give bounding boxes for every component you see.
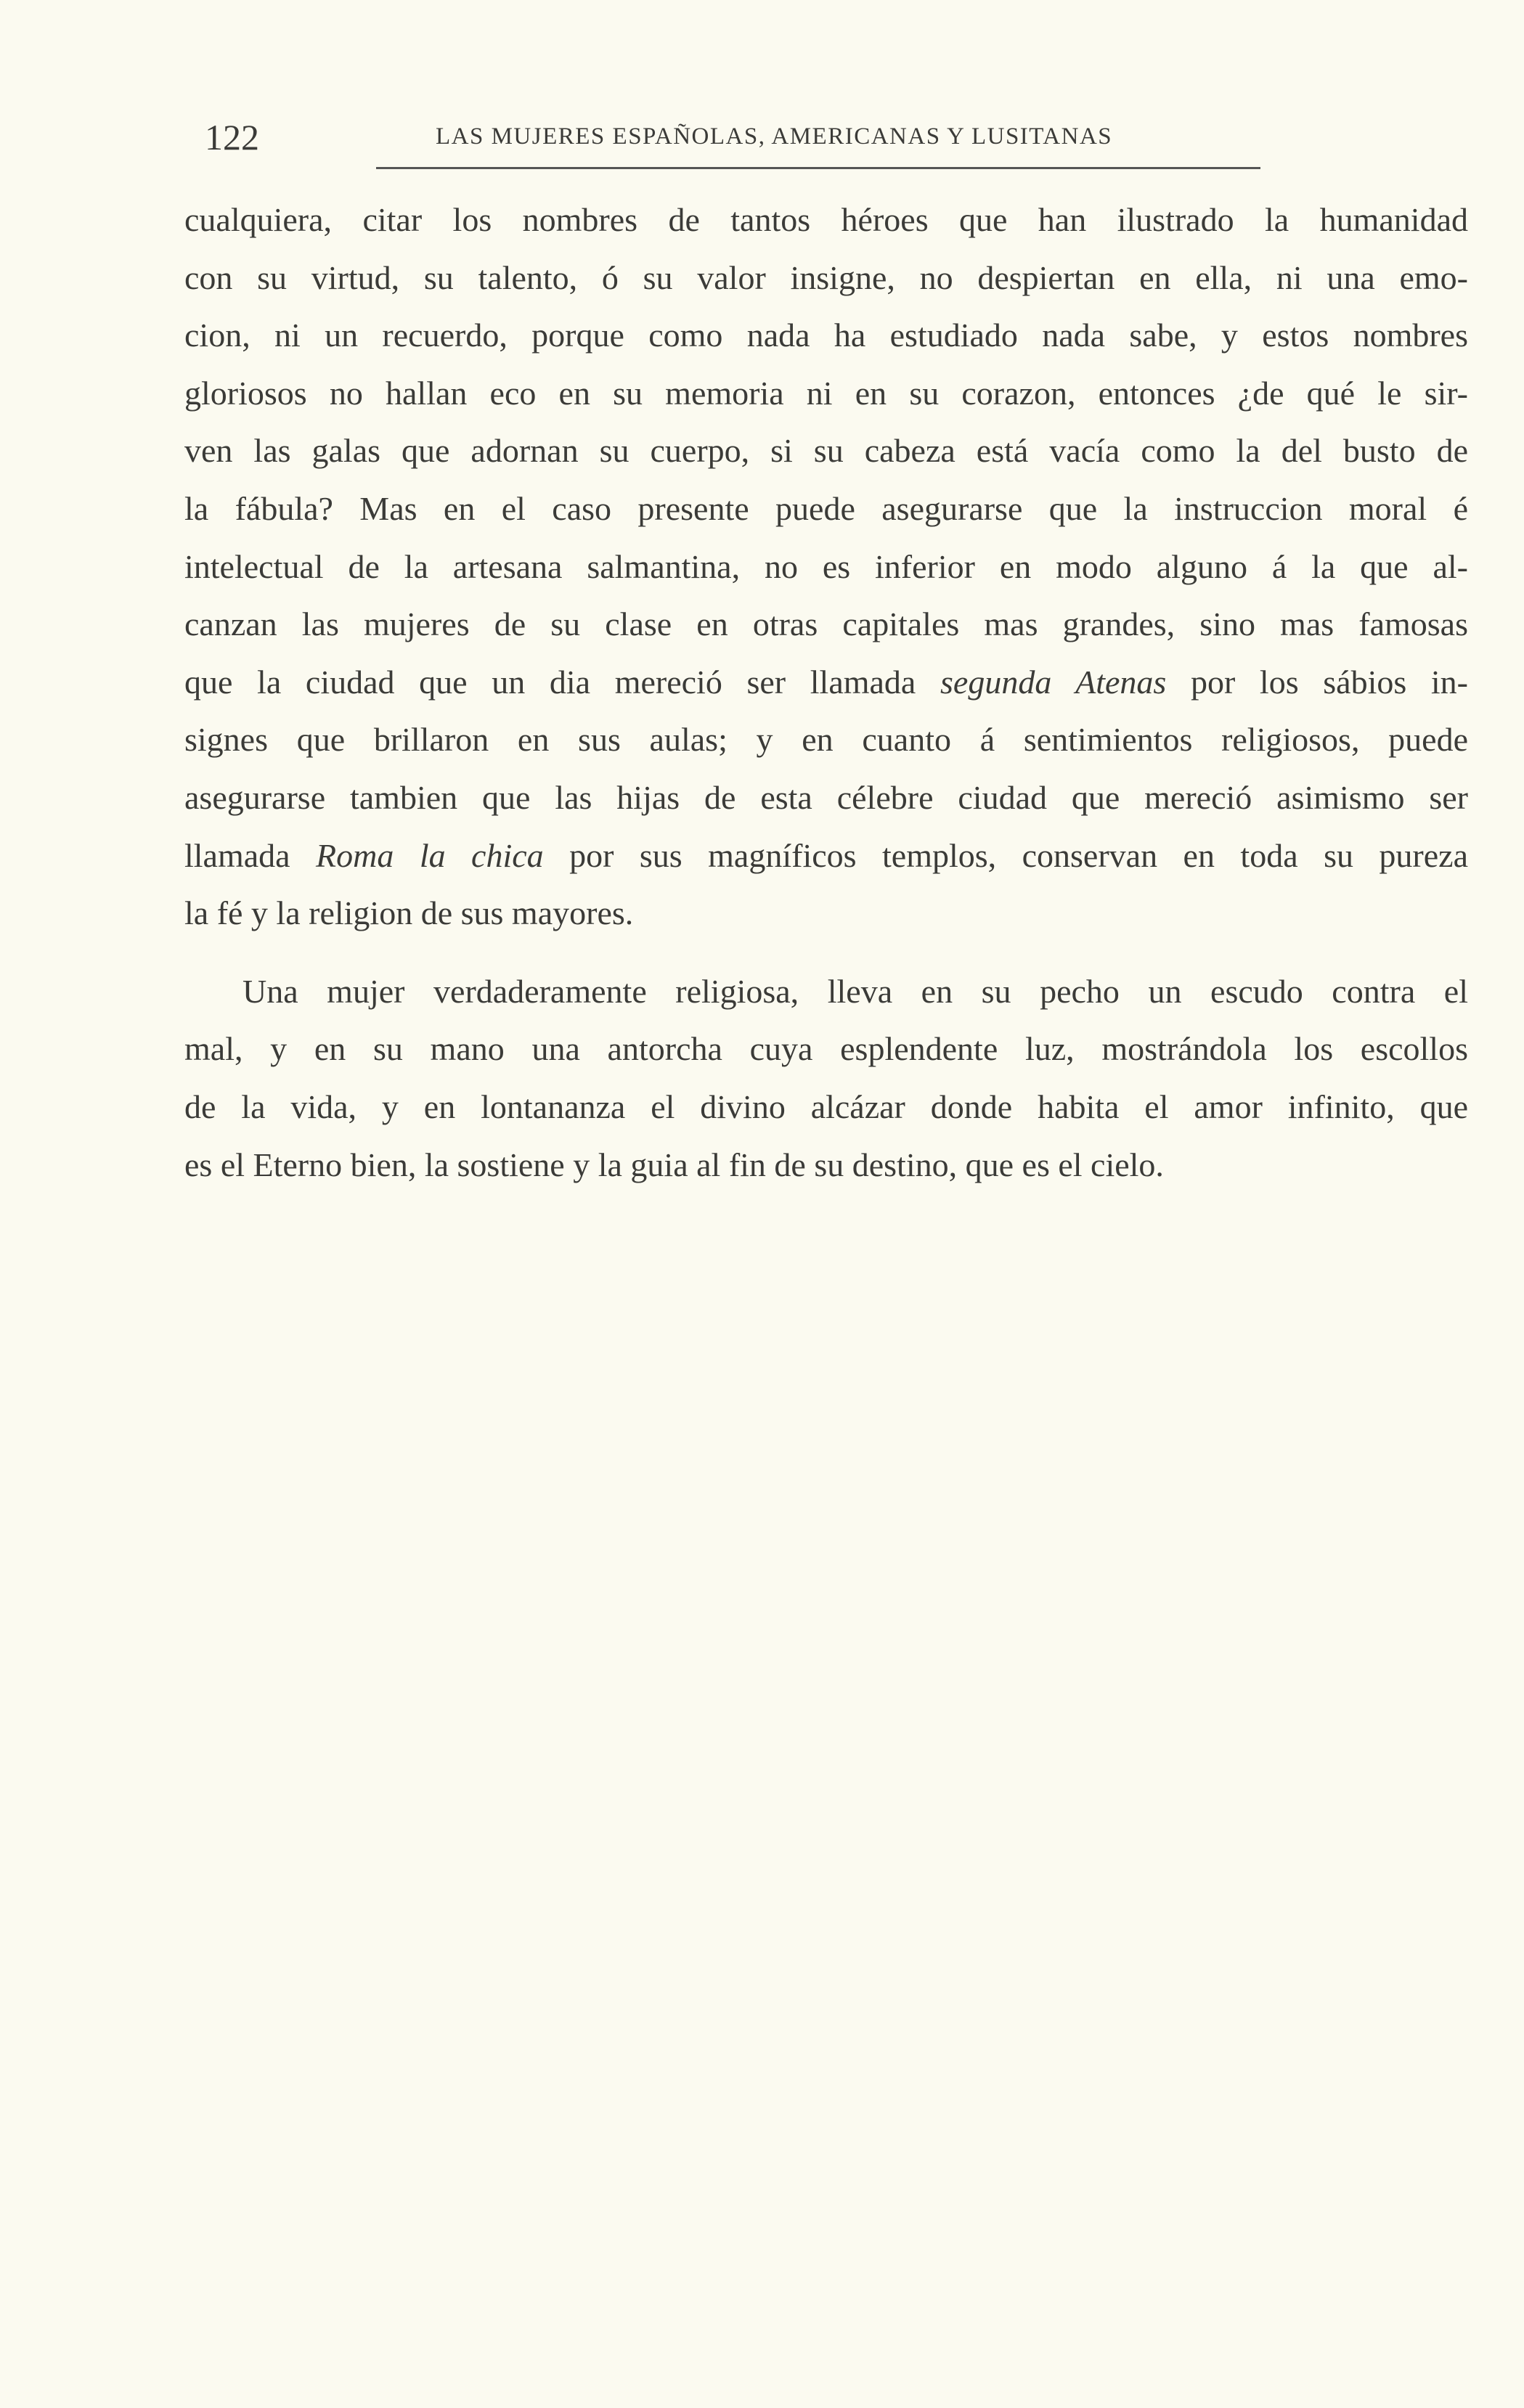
text-segment: de la vida, y en lontananza el divino alcázar donde habita el amor infinito, que (184, 1088, 1468, 1125)
text-line (184, 545, 1468, 589)
text-line (184, 314, 1468, 357)
text-line (184, 1027, 1468, 1071)
text-segment: la fábula? Mas en el caso presente puede asegurarse que la instruccion moral é (184, 490, 1468, 527)
text-segment: la fé y la religion de sus mayores. (184, 894, 634, 932)
text-segment: ven las galas que adornan su cuerpo, si su cabeza está vacía como la del busto de (184, 432, 1468, 470)
text-line (184, 661, 1468, 704)
text-segment: asegurarse tambien que las hijas de esta célebre ciudad que mereció asimismo ser (184, 779, 1468, 816)
header-rule (376, 167, 1260, 169)
text-segment: Una mujer verdaderamente religiosa, lleva en su pecho un escudo contra el (243, 972, 1468, 1010)
text-segment: signes que brillaron en sus aulas; y en cuanto á sentimientos religiosos, puede (184, 721, 1468, 759)
text-segment: por sus magníficos templos, conservan en toda su pureza (543, 836, 1468, 874)
text-segment: mal, y en su mano una antorcha cuya esplendente luz, mostrándola los escollos (184, 1030, 1468, 1068)
text-segment: llamada (184, 836, 317, 874)
text-segment: es el Eterno bien, la sostiene y la guia al fin de su destino, que es el cielo. (184, 1146, 1164, 1183)
text-line (184, 1085, 1468, 1129)
text-line (184, 487, 1468, 531)
italic-text: Roma la chica (316, 836, 544, 874)
text-line (184, 891, 1468, 935)
italic-text: segunda Atenas (940, 663, 1167, 701)
text-segment: cion, ni un recuerdo, porque como nada ha estudiado nada sabe, y estos nombres (184, 317, 1468, 354)
text-segment: intelectual de la artesana salmantina, no es inferior en modo alguno á la que al- (184, 547, 1468, 585)
text-line (184, 718, 1468, 762)
text-segment: cualquiera, citar los nombres de tantos héroes que han ilustrado la humanidad (184, 201, 1468, 238)
text-line (184, 1143, 1468, 1187)
text-segment: por los sábios in- (1166, 663, 1468, 701)
text-segment: gloriosos no hallan eco en su memoria ni en su corazon, entonces ¿de qué le sir- (184, 374, 1468, 412)
text-line (184, 372, 1468, 415)
text-segment: canzan las mujeres de su clase en otras capitales mas grandes, sino mas famosas (184, 605, 1468, 643)
text-segment: que la ciudad que un dia mereció ser llamada (184, 663, 940, 701)
text-line (184, 198, 1468, 242)
text-line (184, 834, 1468, 878)
text-segment: con su virtud, su talento, ó su valor insigne, no despiertan en ella, ni una emo- (184, 258, 1468, 296)
text-line (184, 776, 1468, 820)
text-line (184, 970, 1468, 1013)
text-line (184, 429, 1468, 473)
page-number: 122 (205, 117, 259, 158)
running-title: LAS MUJERES ESPAÑOLAS, AMERICANAS Y LUSITANAS (436, 123, 1113, 150)
text-line (184, 603, 1468, 646)
text-line (184, 256, 1468, 300)
